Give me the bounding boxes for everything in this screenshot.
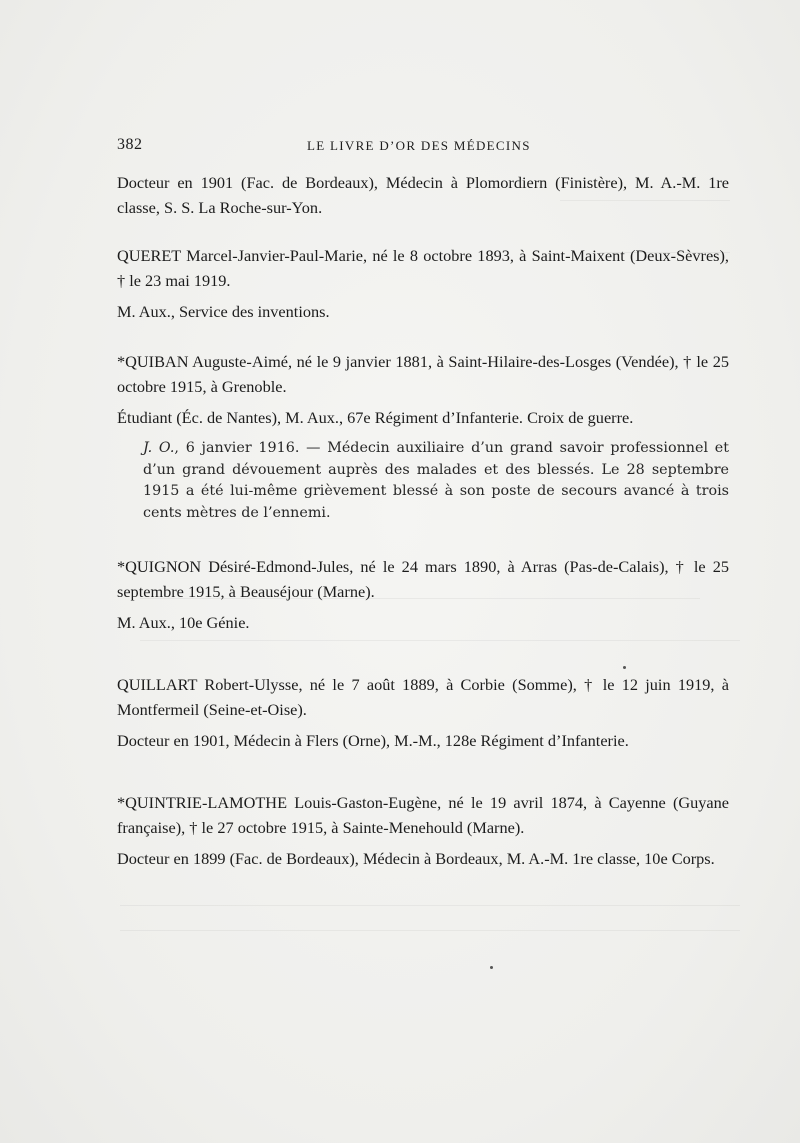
entry-quignon bbox=[117, 554, 729, 635]
entry-quillart bbox=[117, 672, 729, 753]
entry-line: M. Aux., 10e Génie. bbox=[117, 613, 250, 632]
ink-speck bbox=[490, 966, 493, 969]
ink-speck bbox=[623, 666, 626, 669]
citation-ref: J. O. bbox=[143, 440, 175, 456]
page-number: 382 bbox=[117, 136, 143, 153]
entry-line: Étudiant (Éc. de Nantes), M. Aux., 67e Régiment d’Infanterie. Croix de guerre. bbox=[117, 408, 634, 427]
entry-heading: *QUINTRIE-LAMOTHE Louis-Gaston-Eugène, né le 19 avril 1874, à Cayenne (Guyane française), † le 27 octobre 1915, à Sainte-Menehould (Marne). bbox=[117, 793, 729, 837]
entry-line: M. Aux., Service des inventions. bbox=[117, 302, 330, 321]
entry-queret bbox=[117, 243, 729, 324]
page-content bbox=[117, 170, 729, 871]
entry-heading: QUERET Marcel-Janvier-Paul-Marie, né le 8 octobre 1893, à Saint-Maixent (Deux-Sèvres), † le 23 mai 1919. bbox=[117, 246, 729, 290]
page-header bbox=[117, 136, 729, 156]
entry-heading: *QUIBAN Auguste-Aimé, né le 9 janvier 1881, à Saint-Hilaire-des-Losges (Vendée), † le 25 octobre 1915, à Grenoble. bbox=[117, 352, 729, 396]
entry-line: Docteur en 1899 (Fac. de Bordeaux), Médecin à Bordeaux, M. A.-M. 1re classe, 10e Corps. bbox=[117, 849, 715, 868]
entry-plomordiern bbox=[117, 170, 729, 220]
entry-heading: QUILLART Robert-Ulysse, né le 7 août 1889, à Corbie (Somme), † le 12 juin 1919, à Montfermeil (Seine-et-Oise). bbox=[117, 675, 729, 719]
running-title: LE LIVRE D’OR DES MÉDECINS bbox=[307, 138, 531, 153]
entry-quintrie-lamothe bbox=[117, 790, 729, 871]
citation-text: , 6 janvier 1916. — Médecin auxiliaire d’un grand savoir professionnel et d’un grand dévouement auprès des malades et des blessés. Le 28 septembre 1915 a été lui-même grièvement blessé à son poste de secours avancé à trois cents mètres de l’ennemi. bbox=[143, 440, 729, 521]
entry-heading: *QUIGNON Désiré-Edmond-Jules, né le 24 mars 1890, à Arras (Pas-de-Calais), † le 25 septembre 1915, à Beauséjour (Marne). bbox=[117, 557, 729, 601]
entry-quiban bbox=[117, 349, 729, 524]
entry-line: Docteur en 1901, Médecin à Flers (Orne), M.-M., 128e Régiment d’Infanterie. bbox=[117, 731, 629, 750]
entry-line: Docteur en 1901 (Fac. de Bordeaux), Médecin à Plomordiern (Finistère), M. A.-M. 1re classe, S. S. La Roche-sur-Yon. bbox=[117, 173, 729, 217]
citation-quiban bbox=[143, 438, 729, 524]
